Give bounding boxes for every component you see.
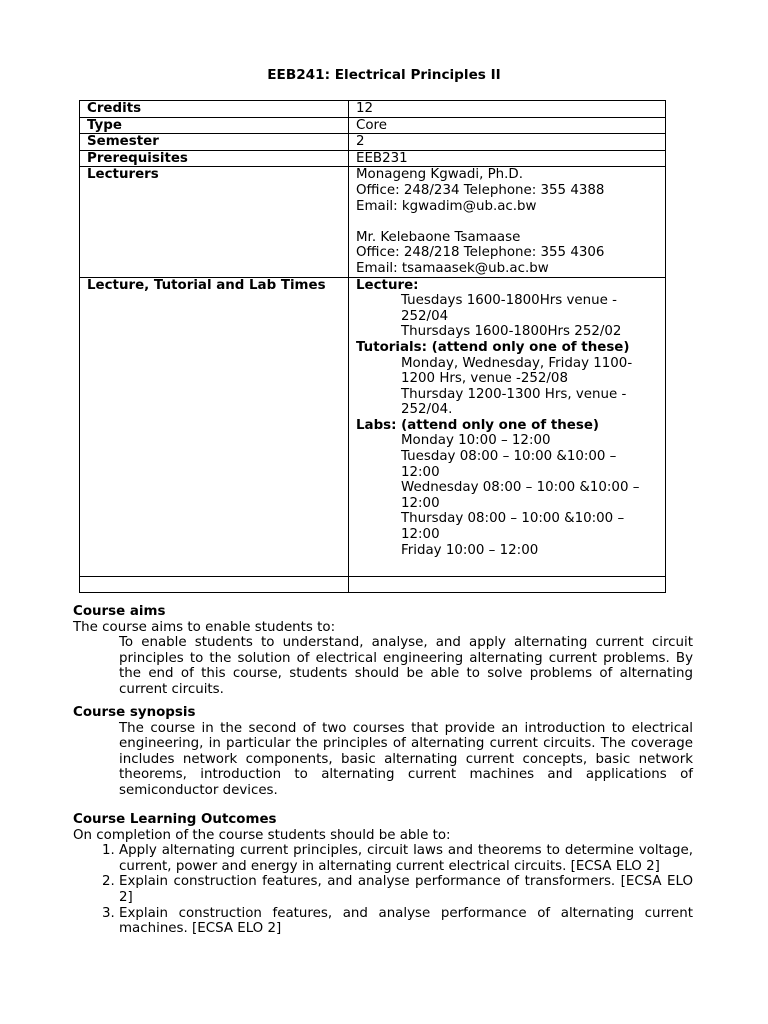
course-synopsis-body: The course in the second of two courses that provide an introduction to electrical engineering, in particular the principles of alternating current circuits. The coverage includes network components, basic alternating current concepts, basic network theorems, introduction to alternating current machines and applications of semiconductor devices.	[119, 720, 693, 798]
semester-label: Semester	[80, 134, 349, 151]
lecturer-line: Office: 248/218 Telephone: 355 4306	[356, 245, 605, 261]
course-aims-intro: The course aims to enable students to:	[73, 619, 336, 635]
learning-outcomes-intro: On completion of the course students should be able to:	[73, 827, 451, 843]
labs-heading: Labs: (attend only one of these)	[356, 417, 600, 433]
table-row-empty	[80, 577, 666, 593]
table-row	[80, 134, 666, 151]
prerequisites-value: EEB231	[349, 150, 666, 167]
learning-outcomes-list	[73, 843, 693, 937]
table-row	[80, 150, 666, 167]
course-synopsis-heading: Course synopsis	[73, 705, 196, 720]
credits-value: 12	[349, 101, 666, 118]
lecture-time: Thursdays 1600-1800Hrs 252/02	[401, 324, 622, 340]
course-aims-section	[73, 604, 693, 698]
table-row	[80, 101, 666, 118]
lecturers-label: Lecturers	[80, 167, 349, 277]
lab-time: Thursday 08:00 – 10:00 &10:00 – 12:00	[401, 511, 625, 543]
lecturer-spacer	[356, 214, 658, 230]
lecturer-line: Mr. Kelebaone Tsamaase	[356, 229, 521, 245]
list-item: 1. Apply alternating current principles, circuit laws and theorems to determine voltage, current, power and energy in alternating current electrical circuits. [ECSA ELO 2]	[119, 843, 693, 874]
table-row	[80, 277, 666, 577]
lecture-time: Tuesdays 1600-1800Hrs venue - 252/04	[401, 293, 617, 324]
lecturer-line: Office: 248/234 Telephone: 355 4388	[356, 182, 605, 198]
table-row	[80, 167, 666, 277]
times-value	[349, 277, 666, 577]
semester-value: 2	[349, 134, 666, 151]
type-label: Type	[80, 117, 349, 134]
prerequisites-label: Prerequisites	[80, 150, 349, 167]
lab-time: Monday 10:00 – 12:00	[401, 433, 551, 449]
learning-outcomes-section	[73, 812, 693, 937]
course-aims-heading: Course aims	[73, 604, 166, 619]
lab-time: Wednesday 08:00 – 10:00 &10:00 – 12:00	[401, 480, 640, 511]
course-synopsis-section	[73, 705, 693, 799]
course-aims-body: To enable students to understand, analyse, and apply alternating current circuit principles to the solution of electrical engineering alternating current problems. By the end of this course, students should be able to solve problems of alternating current circuits.	[119, 635, 693, 697]
tutorial-time: Monday, Wednesday, Friday 1100-1200 Hrs, venue -252/08	[401, 355, 633, 387]
empty-cell	[80, 577, 349, 593]
lecturer-email[interactable]: Email: kgwadim@ub.ac.bw	[356, 198, 537, 214]
tutorial-heading: Tutorials: (attend only one of these)	[356, 339, 630, 355]
list-item: 3. Explain construction features, and analyse performance of alternating current machines. [ECSA ELO 2]	[119, 906, 693, 937]
learning-outcomes-heading: Course Learning Outcomes	[73, 812, 277, 827]
credits-label: Credits	[80, 101, 349, 118]
lab-time: Friday 10:00 – 12:00	[401, 542, 539, 558]
lab-time: Tuesday 08:00 – 10:00 &10:00 – 12:00	[401, 449, 617, 480]
empty-cell	[349, 577, 666, 593]
lecturers-value	[349, 167, 666, 277]
type-value: Core	[349, 117, 666, 134]
page-title: EEB241: Electrical Principles II	[267, 67, 501, 83]
table-row	[80, 117, 666, 134]
lecture-heading: Lecture:	[356, 277, 419, 293]
course-info-table	[79, 100, 666, 593]
list-item: 2. Explain construction features, and analyse performance of transformers. [ECSA ELO 2]	[119, 874, 693, 905]
lecturer-email[interactable]: Email: tsamaasek@ub.ac.bw	[356, 260, 549, 276]
times-label: Lecture, Tutorial and Lab Times	[80, 277, 349, 577]
tutorial-time: Thursday 1200-1300 Hrs, venue - 252/04.	[401, 386, 627, 418]
lecturer-line: Monageng Kgwadi, Ph.D.	[356, 167, 523, 183]
